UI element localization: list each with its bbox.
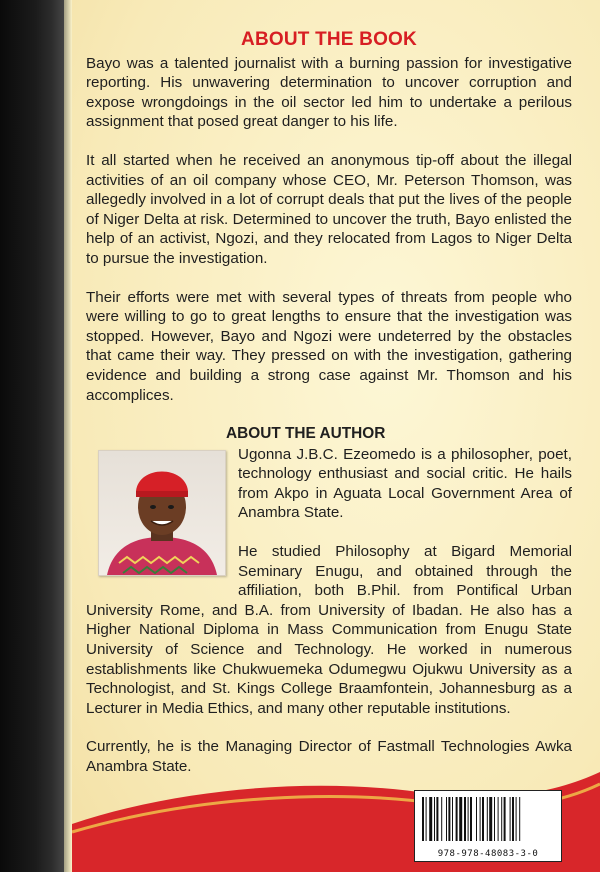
barcode-bar (494, 797, 495, 841)
barcode-bar (459, 797, 462, 841)
barcode-bar (429, 797, 432, 841)
about-author-heading: ABOUT THE AUTHOR (226, 425, 386, 443)
barcode-bar (510, 797, 511, 841)
about-book-heading: ABOUT THE BOOK (241, 29, 417, 50)
barcode-bar (456, 797, 458, 841)
about-author-section (86, 424, 572, 777)
barcode-bar (464, 797, 466, 841)
barcode-bar (489, 797, 492, 841)
book-paragraph: Their efforts were met with several types of threats from people who were willing to go to great lengths to ensure that the investigation was stopped. However, Bayo and Ngozi were undeterred by the obstacles that came their way. They pressed on with the investigation, gathering evidence and building a strong case against Mr. Thomson and his accomplices. (86, 288, 572, 404)
book-spine (0, 0, 64, 872)
spine-shadow (64, 0, 72, 872)
author-photo (98, 450, 226, 576)
author-paragraph: He studied Philosophy at Bigard Memorial Seminary Enugu, and obtained through the affiliation, both B.Phil. from Pontifical Urban University Rome, and B.A. from University of Ibadan. He also has a Higher National Diploma in Mass Communication from Enugu State University of Science and Technology. He worked in numerous establishments like Chukwuemeka Odumegwu Ojukwu University as a Technologist, and St. Kings College Braamfontein, Johannesburg as a Lecturer in Media Ethics, and many other reputable institutions. (86, 543, 572, 717)
isbn-number: 978-978-48083-3-0 (437, 849, 539, 859)
author-paragraph: Ugonna J.B.C. Ezeomedo is a philosopher, poet, technology enthusiast and social critic. He hails from Akpo in Aguata Local Government Area of Anambra State. (238, 445, 572, 522)
author-paragraph: Currently, he is the Managing Director of Fastmall Technologies Awka Anambra State. (86, 738, 572, 775)
barcode-bar (516, 797, 517, 841)
isbn-barcode (414, 790, 562, 862)
barcode-bar (480, 797, 481, 841)
barcode-bar (504, 797, 506, 841)
barcode-bar (470, 797, 472, 841)
barcode-bar (422, 797, 424, 841)
barcode-bar (434, 797, 435, 841)
book-paragraph: It all started when he received an anonymous tip-off about the illegal activities of an oil company whose CEO, Mr. Peterson Thomson, was allegedly involved in a lot of corrupt deals that put the lives of the people of Niger Delta at risk. Determined to uncover the truth, Bayo enlisted the help of an activist, Ngozi, and they relocated from Lagos to Niger Delta to pursue the investigation. (86, 151, 572, 267)
barcode-bar (519, 797, 520, 841)
barcode-bar (436, 797, 438, 841)
barcode-bar (487, 797, 488, 841)
barcode-bar (476, 797, 477, 841)
back-cover-text (86, 30, 572, 796)
barcode-bars (421, 797, 555, 841)
barcode-bar (512, 797, 514, 841)
barcode-bar (441, 797, 442, 841)
barcode-bar (448, 797, 450, 841)
barcode-bar (446, 797, 447, 841)
barcode-bar (468, 797, 469, 841)
barcode-bar (482, 797, 484, 841)
barcode-bar (501, 797, 502, 841)
barcode-bar (426, 797, 427, 841)
book-paragraph: Bayo was a talented journalist with a burning passion for investigative reporting. His unwavering determination to uncover corruption and expose wrongdoings in the oil sector led him to undertake a perilous assignment that posed great danger to his life. (86, 54, 572, 131)
barcode-bar (452, 797, 453, 841)
barcode-bar (498, 797, 499, 841)
